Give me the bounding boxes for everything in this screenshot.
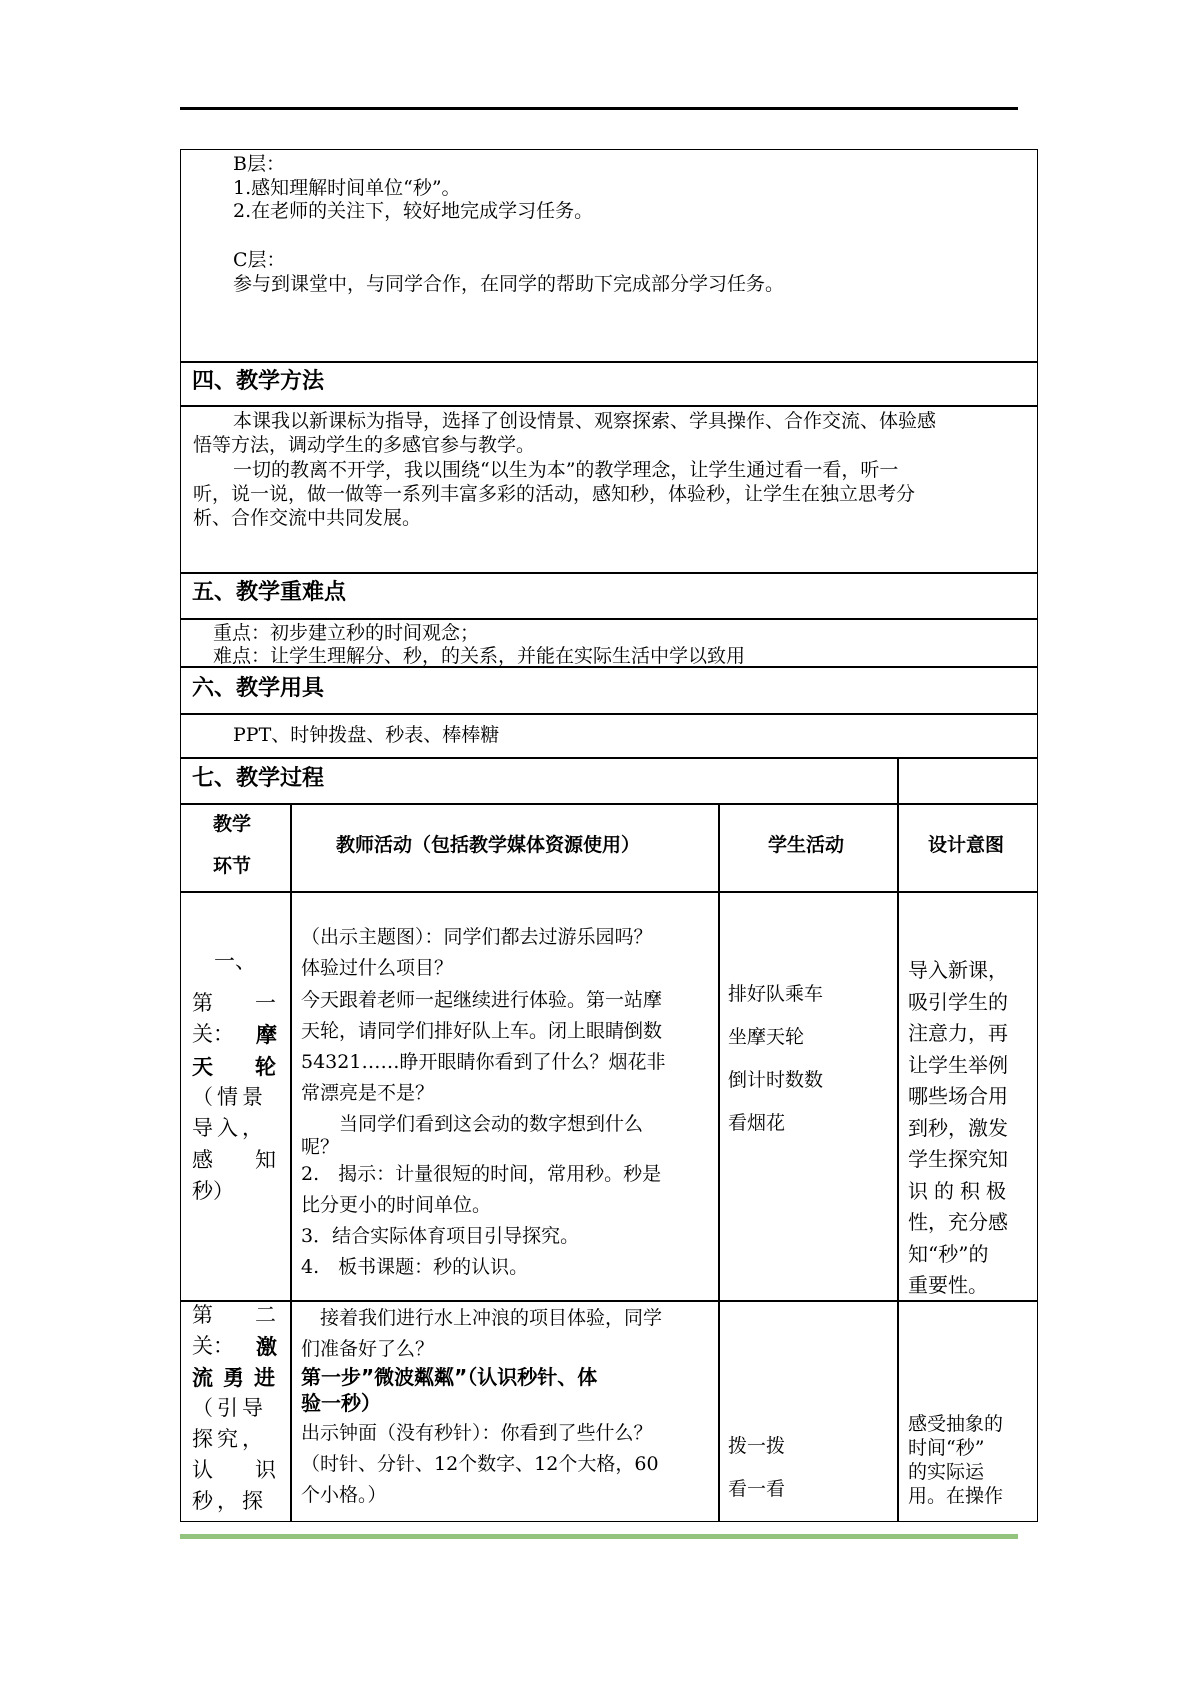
- stage-line: （情景: [192, 1085, 267, 1109]
- purpose-line: 学生探究知: [908, 1147, 1008, 1171]
- stage-line: 第 二: [192, 1303, 276, 1327]
- teacher-activity-line: 们准备好了么？: [301, 1338, 435, 1360]
- student-activity-line: 排好队乘车: [728, 983, 824, 1005]
- teacher-activity-line: 个小格。）: [301, 1484, 387, 1506]
- purpose-line: 让学生举例: [908, 1053, 1008, 1077]
- column-header-purpose: 设计意图: [928, 834, 1005, 856]
- teacher-activity-line: 出示钟面（没有秒针）：你看到了些什么？: [301, 1422, 653, 1444]
- purpose-line: 哪些场合用: [908, 1084, 1008, 1108]
- student-activity-line: 拨一拨: [728, 1435, 786, 1457]
- focus-text: 重点：初步建立秒的时间观念；: [213, 622, 480, 644]
- teacher-activity-line: 4. 板书课题：秒的认识。: [301, 1256, 529, 1278]
- header-rule: [180, 107, 1018, 110]
- teacher-activity-line: （出示主题图）：同学们都去过游乐园吗？: [301, 926, 653, 948]
- teacher-activity-line: 呢？: [301, 1136, 340, 1158]
- purpose-line: 感受抽象的: [908, 1413, 1004, 1435]
- stage-line: 第 一: [192, 991, 276, 1015]
- stage-line: （引导: [192, 1396, 267, 1420]
- teacher-activity-line: 54321……睁开眼睛你看到了什么？烟花非: [301, 1051, 666, 1073]
- divider: [180, 757, 1038, 759]
- b-layer-item: 1.感知理解时间单位“秒”。: [233, 177, 461, 199]
- methods-paragraph-line: 本课我以新课标为指导，选择了创设情景、观察探索、学具操作、合作交流、体验感: [233, 410, 937, 432]
- teacher-activity-line: 常漂亮是不是？: [301, 1082, 435, 1104]
- column-header-teacher: 教师活动（包括教学媒体资源使用）: [336, 834, 641, 856]
- teacher-activity-line: 比分更小的时间单位。: [301, 1194, 492, 1216]
- divider: [180, 572, 1038, 574]
- purpose-line: 吸引学生的: [908, 990, 1008, 1014]
- stage-number: 一、: [214, 949, 256, 973]
- c-layer-text: 参与到课堂中，与同学合作，在同学的帮助下完成部分学习任务。: [233, 273, 785, 295]
- b-layer-title: B层：: [233, 153, 285, 175]
- methods-paragraph-line: 析、合作交流中共同发展。: [193, 507, 422, 529]
- student-activity-line: 看一看: [728, 1478, 786, 1500]
- teacher-activity-line: 体验过什么项目？: [301, 957, 454, 979]
- stage-line-bold: 摩: [256, 1022, 277, 1047]
- section-heading-methods: 四、教学方法: [192, 369, 325, 394]
- b-layer-item: 2.在老师的关注下，较好地完成学习任务。: [233, 200, 594, 222]
- stage-line: 天 轮: [192, 1054, 276, 1079]
- stage-line: 关：: [192, 1334, 234, 1358]
- purpose-line: 识的积极: [908, 1179, 1012, 1203]
- column-header-stage: 环节: [213, 855, 252, 877]
- section-heading-tools: 六、教学用具: [192, 676, 325, 701]
- tools-text: PPT、时钟拨盘、秒表、棒棒糖: [233, 724, 500, 746]
- stage-line: 秒，探: [192, 1489, 267, 1513]
- divider: [180, 713, 1038, 715]
- difficulty-text: 难点：让学生理解分、秒，的关系，并能在实际生活中学以致用: [213, 645, 746, 667]
- divider: [180, 803, 1038, 805]
- purpose-line: 注意力，再: [908, 1021, 1008, 1045]
- student-activity-line: 看烟花: [728, 1112, 786, 1134]
- purpose-line: 用。在操作: [908, 1485, 1004, 1507]
- methods-paragraph-line: 悟等方法，调动学生的多感官参与教学。: [193, 434, 536, 456]
- stage-line: 导入，: [192, 1116, 267, 1140]
- teacher-step-heading: 第一步”微波粼粼”（认识秒针、体: [301, 1365, 598, 1389]
- purpose-line: 性，充分感: [908, 1210, 1008, 1234]
- section-heading-process: 七、教学过程: [192, 766, 325, 791]
- column-header-stage: 教学: [213, 813, 252, 835]
- teacher-activity-line: 天轮，请同学们排好队上车。闭上眼睛倒数: [301, 1020, 663, 1042]
- stage-line: 秒）: [192, 1179, 234, 1203]
- divider: [180, 405, 1038, 407]
- divider: [180, 361, 1038, 363]
- stage-line: 关：: [192, 1022, 234, 1046]
- teacher-activity-line: 接着我们进行水上冲浪的项目体验，同学: [301, 1307, 663, 1329]
- methods-paragraph-line: 一切的教离不开学，我以围绕“以生为本”的教学理念，让学生通过看一看，听一: [233, 459, 899, 481]
- student-activity-line: 倒计时数数: [728, 1069, 824, 1091]
- purpose-line: 的实际运: [908, 1461, 985, 1483]
- stage-line: 感 知: [192, 1148, 276, 1172]
- purpose-line: 重要性。: [908, 1273, 988, 1297]
- divider: [180, 1300, 1038, 1302]
- teacher-step-heading: 验一秒）: [301, 1391, 381, 1415]
- teacher-activity-line: 当同学们看到这会动的数字想到什么: [301, 1113, 644, 1135]
- column-header-student: 学生活动: [768, 834, 845, 856]
- divider: [180, 618, 1038, 620]
- section-heading-key-points: 五、教学重难点: [192, 580, 347, 605]
- stage-line-bold: 激: [256, 1334, 277, 1359]
- purpose-line: 时间“秒”: [908, 1437, 985, 1459]
- methods-paragraph-line: 听，说一说，做一做等一系列丰富多彩的活动，感知秒，体验秒，让学生在独立思考分: [193, 483, 916, 505]
- teacher-activity-line: （时针、分针、12个数字、12个大格，60: [301, 1453, 659, 1475]
- purpose-line: 导入新课，: [908, 958, 1008, 982]
- footer-rule: [180, 1534, 1018, 1539]
- teacher-activity-line: 今天跟着老师一起继续进行体验。第一站摩: [301, 989, 663, 1011]
- stage-line: 流勇进: [192, 1365, 285, 1390]
- purpose-line: 知“秒”的: [908, 1242, 989, 1266]
- stage-line: 认 识: [192, 1458, 276, 1482]
- divider: [897, 757, 899, 803]
- purpose-line: 到秒，激发: [908, 1116, 1008, 1140]
- divider: [897, 803, 899, 1522]
- c-layer-title: C层：: [233, 249, 286, 271]
- divider: [718, 803, 720, 1522]
- student-activity-line: 坐摩天轮: [728, 1026, 805, 1048]
- divider: [180, 891, 1038, 893]
- stage-line: 探究，: [192, 1427, 267, 1451]
- teacher-activity-line: 3．结合实际体育项目引导探究。: [301, 1225, 580, 1247]
- divider: [290, 803, 292, 1522]
- teacher-activity-line: 2. 揭示：计量很短的时间，常用秒。秒是: [301, 1163, 662, 1185]
